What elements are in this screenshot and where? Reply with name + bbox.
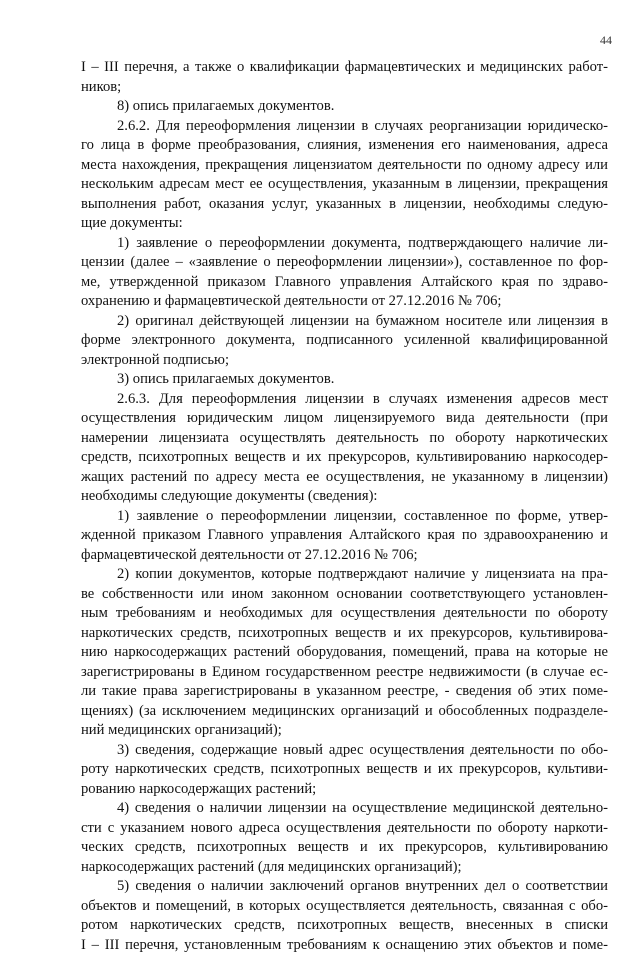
text-line: го лица в форме преобразования, слияния, изменения его наименования, адреса (81, 136, 608, 156)
text-line: I – III перечня, а также о квалификации фармацевтических и медицинских работ- (81, 58, 608, 78)
text-line: наркосодержащих растений (для медицинских организаций); (81, 858, 608, 878)
text-line: ве собственности или ином законном основании соответствующего установлен- (81, 585, 608, 605)
text-line: ческих средств, психотропных веществ и их прекурсоров, культивированию (81, 838, 608, 858)
text-line: выполнения работ, оказания услуг, указанных в лицензии, необходимы следую- (81, 195, 608, 215)
text-line: ротом наркотических средств, психотропных веществ, внесенных в списки (81, 916, 608, 936)
text-line: 3) сведения, содержащие новый адрес осуществления деятельности по обо- (81, 741, 608, 761)
text-line: роту наркотических средств, психотропных веществ и их прекурсоров, культиви- (81, 760, 608, 780)
text-line: нескольким адресам мест ее осуществления, указанным в лицензии, прекращения (81, 175, 608, 195)
page-number: 44 (600, 33, 612, 48)
text-line: ме, утвержденной приказом Главного управления Алтайского края по здраво- (81, 273, 608, 293)
text-line: электронной подписью; (81, 351, 608, 371)
text-line: 2) копии документов, которые подтверждают наличие у лицензиата на пра- (81, 565, 608, 585)
text-line: необходимы следующие документы (сведения): (81, 487, 608, 507)
text-line: 2) оригинал действующей лицензии на бумажном носителе или лицензия в (81, 312, 608, 332)
text-line: 3) опись прилагаемых документов. (81, 370, 608, 390)
text-line: 8) опись прилагаемых документов. (81, 97, 608, 117)
text-line: жденной приказом Главного управления Алтайского края по здравоохранению и (81, 526, 608, 546)
text-line: зарегистрированы в Едином государственном реестре недвижимости (в случае ес- (81, 663, 608, 683)
text-line: щие документы: (81, 214, 608, 234)
text-line: ний медицинских организаций); (81, 721, 608, 741)
text-line: щениях) (за исключением медицинских организаций и обособленных подразделе- (81, 702, 608, 722)
text-line: осуществления юридическим лицом лицензируемого вида деятельности (при (81, 409, 608, 429)
text-line: ли такие права зарегистрированы в указанном реестре, - сведения об этих поме- (81, 682, 608, 702)
text-line: фармацевтической деятельности от 27.12.2016 № 706; (81, 546, 608, 566)
text-line: объектов и помещений, в которых осуществляется деятельность, связанная с обо- (81, 897, 608, 917)
text-line: 2.6.3. Для переоформления лицензии в случаях изменения адресов мест (81, 390, 608, 410)
text-line: рованию наркосодержащих растений; (81, 780, 608, 800)
text-line: цензии (далее – «заявление о переоформлении лицензии»), составленное по фор- (81, 253, 608, 273)
text-line: 2.6.2. Для переоформления лицензии в случаях реорганизации юридическо- (81, 117, 608, 137)
text-line: средств, психотропных веществ и их прекурсоров, культивированию наркосодер- (81, 448, 608, 468)
text-line: нию наркосодержащих растений оборудования, помещений, права на которые не (81, 643, 608, 663)
text-line: ников; (81, 78, 608, 98)
text-line: жащих растений по адресу места ее осуществления, не указанному в лицензии) (81, 468, 608, 488)
page-body-text (81, 58, 608, 955)
text-line: форме электронного документа, подписанного усиленной квалифицированной (81, 331, 608, 351)
text-line: ным требованиям и необходимых для осуществления деятельности по обороту (81, 604, 608, 624)
text-line: 4) сведения о наличии лицензии на осуществление медицинской деятельно- (81, 799, 608, 819)
text-line: наркотических средств, психотропных веществ и их прекурсоров, культивирова- (81, 624, 608, 644)
text-line: 1) заявление о переоформлении документа, подтверждающего наличие ли- (81, 234, 608, 254)
text-line: охранению и фармацевтической деятельности от 27.12.2016 № 706; (81, 292, 608, 312)
text-line: I – III перечня, установленным требованиям к оснащению этих объектов и поме- (81, 936, 608, 955)
text-line: места нахождения, прекращения лицензиатом деятельности по одному адресу или (81, 156, 608, 176)
text-line: 5) сведения о наличии заключений органов внутренних дел о соответствии (81, 877, 608, 897)
text-line: 1) заявление о переоформлении лицензии, составленное по форме, утвер- (81, 507, 608, 527)
text-line: сти с указанием нового адреса осуществления деятельности по обороту наркоти- (81, 819, 608, 839)
text-line: намерении лицензиата осуществлять деятельность по обороту наркотических (81, 429, 608, 449)
